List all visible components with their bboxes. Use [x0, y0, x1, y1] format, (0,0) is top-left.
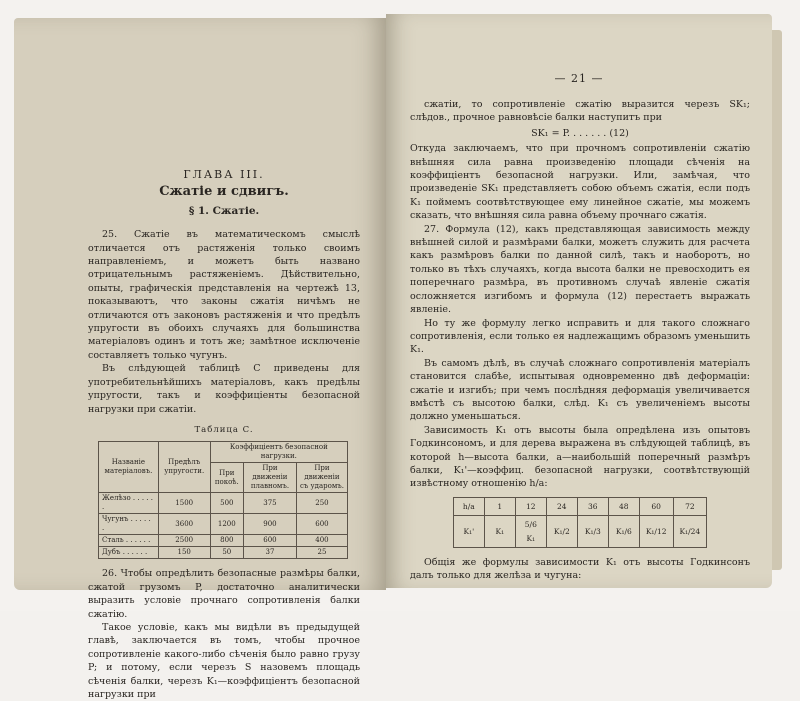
cell: 72 — [673, 497, 707, 515]
cell-limit: 150 — [158, 547, 210, 559]
hodgkinson-table — [453, 497, 707, 548]
cell: 24 — [546, 497, 577, 515]
cell-shock: 25 — [296, 547, 347, 559]
table-row — [99, 514, 348, 535]
table-header-rest: При покоѣ. — [210, 463, 243, 493]
formula-12: SK₁ = P. . . . . . . (12) — [531, 127, 629, 139]
cell: 5/6 K₁ — [515, 516, 546, 548]
cell: K₁/3 — [577, 516, 608, 548]
left-text-column — [88, 168, 360, 701]
right-text-column — [410, 98, 750, 583]
paragraph-r1: сжатіи, то сопротивленіе сжатію выразится черезъ SK₁; слѣдов., прочное равновѣсіе балки наступитъ при — [410, 99, 750, 124]
paragraph-r2: Откуда заключаемъ, что при прочномъ сопротивленіи сжатію внѣшняя сила равна произведенію площади сѣченія на коэффиціентъ безопасной нагрузки. Или, замѣчая, что произведеніе SK₁ представляетъ собою объемъ сжатія, если подъ K₁ поймемъ соотвѣтствующее ему линейное сжатіе, мы можемъ сказать, что внѣшняя сила равна объему прочнаго сжатія. — [410, 143, 750, 222]
cell-shock: 250 — [296, 493, 347, 514]
cell-name: Дубъ . . . . . . — [99, 547, 159, 559]
right-page — [386, 14, 772, 588]
cell: 12 — [515, 497, 546, 515]
paragraph-25: 25. Сжатіе въ математическомъ смыслѣ отличается отъ растяженія только своимъ направленіемъ, и можетъ быть названо отрицательнымъ растяженіемъ. Дѣйствительно, опыты, графическія представленія на чертежѣ 13, показываютъ, что законы сжатія ничѣмъ не отличаются отъ законовъ растяженія и что предѣлъ упругости въ обоихъ случаяхъ для большинства матеріаловъ одинъ и тотъ же; замѣтное исключеніе составляетъ только чугунъ. — [88, 229, 360, 361]
table-row — [99, 535, 348, 547]
table-header-limit: Предѣлъ упругости. — [158, 442, 210, 493]
paragraph-26: 26. Чтобы опредѣлить безопасные размѣры балки, сжатой грузомъ P, достаточно аналитически выразить условіе прочнаго сопротивленія балки сжатію. — [88, 568, 360, 620]
cell-rest: 500 — [210, 493, 243, 514]
table-row — [453, 516, 706, 548]
cell-gradual: 600 — [243, 535, 296, 547]
paragraph-26b: Такое условіе, какъ мы видѣли въ предыдущей главѣ, заключается въ томъ, чтобы прочное сопротивленіе какого-либо сѣченія было равно грузу P; и потому, если черезъ S назовемъ площадь сѣченія балки, черезъ K₁—коэффиціентъ безопасной нагрузки при — [88, 621, 360, 700]
table-row — [99, 547, 348, 559]
cell: 1 — [484, 497, 515, 515]
cell-gradual: 900 — [243, 514, 296, 535]
section-title: § 1. Сжатіе. — [188, 204, 260, 217]
table-c-caption: Таблица C. — [194, 424, 254, 435]
cell-name: Чугунъ . . . . . . — [99, 514, 159, 535]
cell: K₁ — [484, 516, 515, 548]
cell: h/a — [453, 497, 484, 515]
cell: K₁/6 — [608, 516, 639, 548]
cell-shock: 600 — [296, 514, 347, 535]
chapter-heading: Сжатіе и сдвигъ. — [159, 184, 289, 200]
paragraph-27: 27. Формула (12), какъ представляющая зависимость между внѣшней силой и размѣрами балки, можетъ служить для расчета какъ размѣровъ балки по данной силѣ, такъ и наоборотъ, но только въ тѣхъ случаяхъ, когда высота балки не превосходитъ ея поперечнаго размѣра, въ противномъ случаѣ явленіе сжатія осложняется изгибомъ и формула (12) перестаетъ выражать явленіе. — [410, 223, 750, 316]
cell: 60 — [639, 497, 673, 515]
left-page — [14, 18, 386, 700]
table-header-shock: При движеніи съ ударомъ. — [296, 463, 347, 493]
cell-limit: 1500 — [158, 493, 210, 514]
cell: 48 — [608, 497, 639, 515]
cell-gradual: 375 — [243, 493, 296, 514]
paragraph-table-intro: Въ слѣдующей таблицѣ C приведены для употребительнѣйшихъ матеріаловъ, какъ предѣлы упругости, такъ и коэффиціенты безопасной нагрузки при сжатіи. — [88, 363, 360, 415]
cell-rest: 50 — [210, 547, 243, 559]
paragraph-r3: Но ту же формулу легко исправить и для такого сложнаго сопротивленія, если только ея надлежащимъ образомъ уменьшить K₁. — [410, 317, 750, 356]
cell-limit: 3600 — [158, 514, 210, 535]
cell-limit: 2500 — [158, 535, 210, 547]
table-header-material: Названіе матеріаловъ. — [99, 442, 159, 493]
cell-name: Желѣзо . . . . . . — [99, 493, 159, 514]
cell-rest: 800 — [210, 535, 243, 547]
paragraph-r5: Зависимость K₁ отъ высоты была опредѣлена изъ опытовъ Годкинсономъ, и для дерева выражена въ слѣдующей таблицѣ, въ которой h—высота балки, a—наибольшій поперечный размѣръ балки, K₁'—коэффиц. безопасной нагрузки, соотвѣтствующій извѣстному отношенію h/a: — [410, 424, 750, 490]
cell: K₁/24 — [673, 516, 707, 548]
table-header-coef: Коэффиціентъ безопасной нагрузки. — [210, 442, 347, 463]
cell: K₁/2 — [546, 516, 577, 548]
table-c — [98, 441, 348, 559]
table-row — [99, 493, 348, 514]
paragraph-r4: Въ самомъ дѣлѣ, въ случаѣ сложнаго сопротивленія матеріалъ становится слабѣе, испытывая одновременно двѣ деформаціи: сжатіе и изгибъ; при чемъ послѣдняя деформація увеличивается вмѣстѣ съ высотою балки, слѣд. K₁ съ увеличеніемъ высоты должно уменьшаться. — [410, 357, 750, 423]
table-header-gradual: При движеніи плавномъ. — [243, 463, 296, 493]
cell-rest: 1200 — [210, 514, 243, 535]
paragraph-r6: Общія же формулы зависимости K₁ отъ высоты Годкинсонъ далъ только для желѣза и чугуна: — [410, 557, 750, 582]
cell-gradual: 37 — [243, 547, 296, 559]
table-row — [453, 497, 706, 515]
cell: 36 — [577, 497, 608, 515]
chapter-title: ГЛАВА III. — [183, 168, 265, 181]
cell: K₁' — [453, 516, 484, 548]
page-number: — 21 — — [554, 72, 604, 85]
cell-name: Сталь . . . . . . — [99, 535, 159, 547]
cell: K₁/12 — [639, 516, 673, 548]
cell-shock: 400 — [296, 535, 347, 547]
